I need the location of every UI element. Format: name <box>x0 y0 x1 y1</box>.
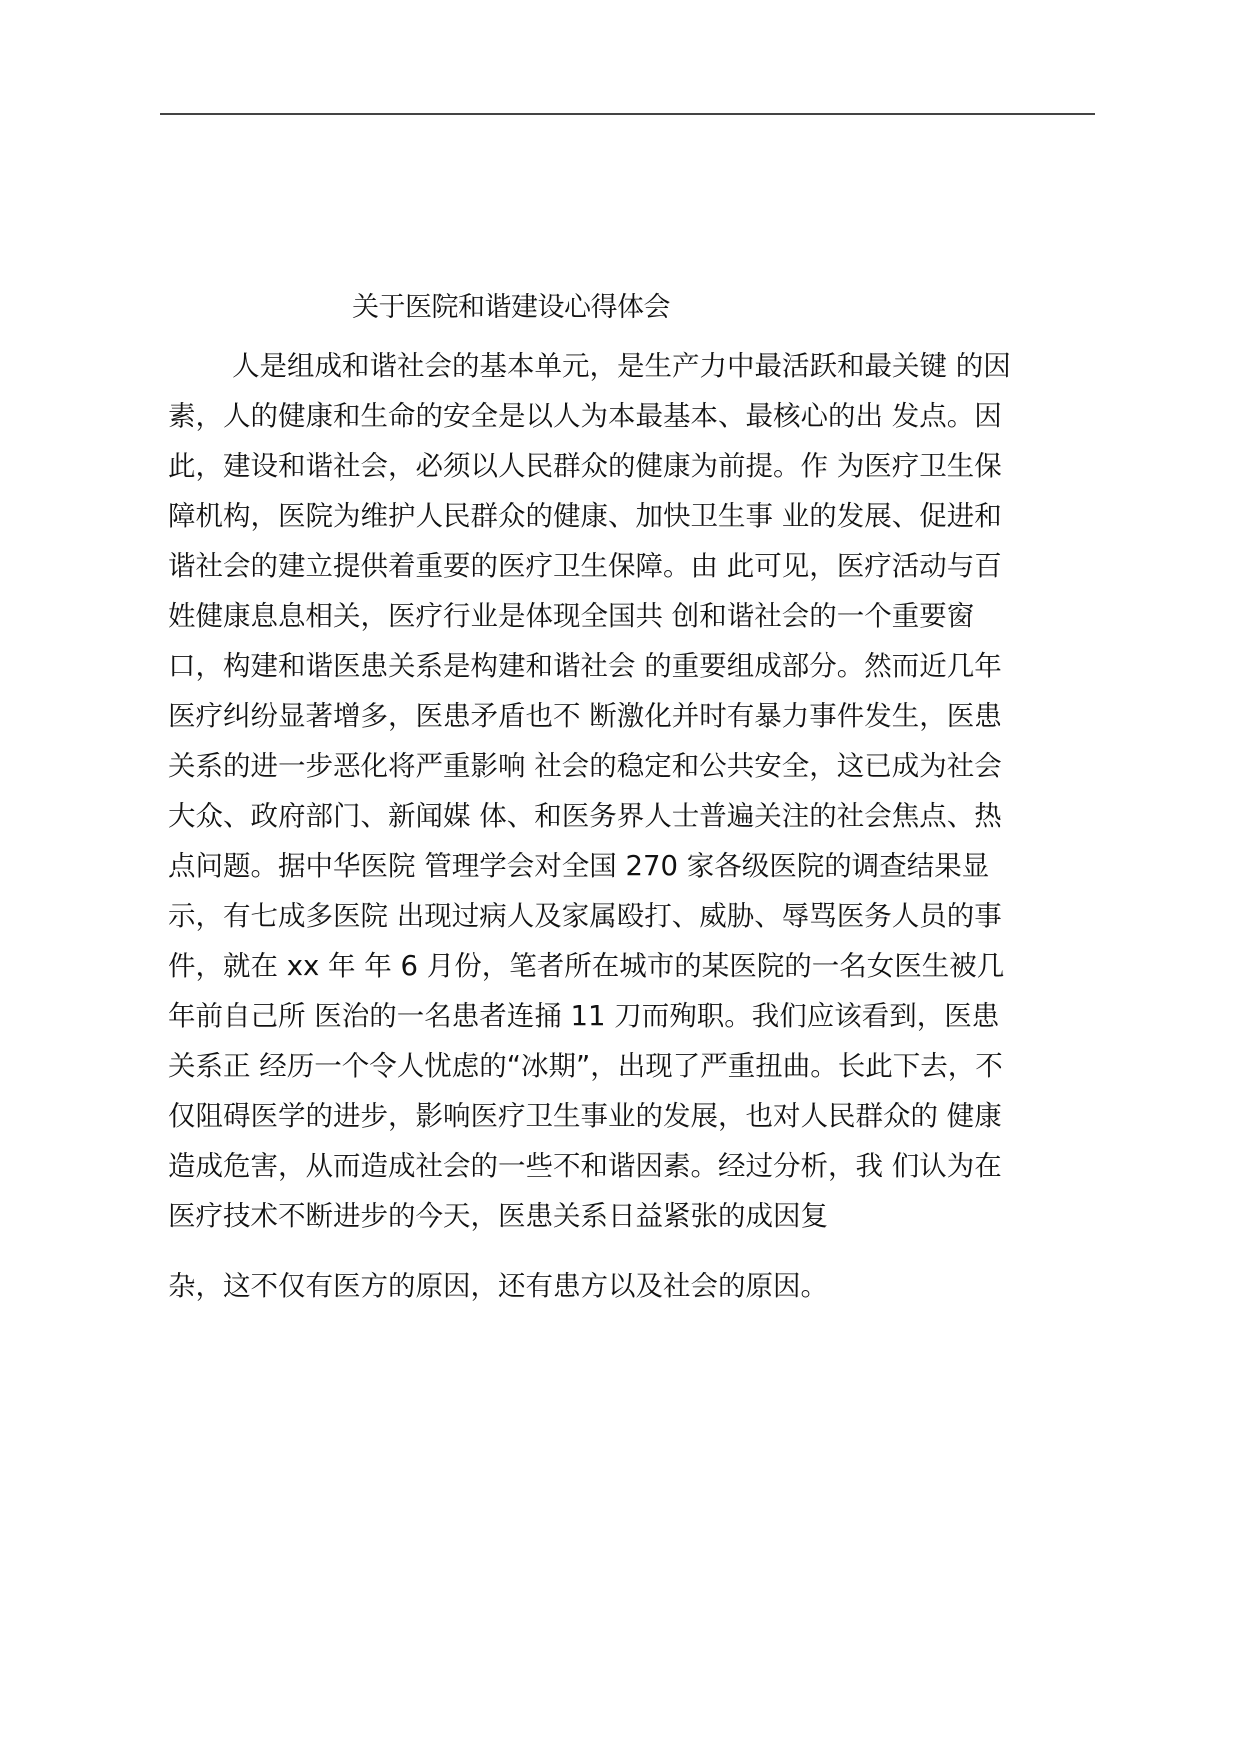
body-line-3: 此，建设和谐社会，必须以人民群众的健康为前提。作 为医疗卫生保 <box>168 450 1002 482</box>
body-line-5: 谐社会的建立提供着重要的医疗卫生保障。由 此可见，医疗活动与百 <box>168 550 1002 582</box>
body-line-16: 仅阻碍医学的进步，影响医疗卫生事业的发展，也对人民群众的 健康 <box>168 1100 1002 1132</box>
body-line-9: 关系的进一步恶化将严重影响 社会的稳定和公共安全，这已成为社会 <box>168 750 1002 782</box>
body-line-7: 口，构建和谐医患关系是构建和谐社会 的重要组成部分。然而近几年 <box>168 650 1002 682</box>
body-line-11: 点问题。据中华医院 管理学会对全国 270 家各级医院的调查结果显 <box>168 850 990 882</box>
body-line-1: 人是组成和谐社会的基本单元，是生产力中最活跃和最关键 的因 <box>232 350 1011 382</box>
body-line-10: 大众、政府部门、新闻媒 体、和医务界人士普遍关注的社会焦点、热 <box>168 800 1002 832</box>
body-line-18: 医疗技术不断进步的今天，医患关系日益紧张的成因复 <box>168 1200 828 1232</box>
body-line-19: 杂，这不仅有医方的原因，还有患方以及社会的原因。 <box>168 1270 828 1302</box>
body-line-2: 素，人的健康和生命的安全是以人为本最基本、最核心的出 发点。因 <box>168 400 1002 432</box>
body-line-15: 关系正 经历一个令人忧虑的“冰期”，出现了严重扭曲。长此下去，不 <box>168 1050 1003 1082</box>
body-line-13: 件，就在 xx 年 年 6 月份，笔者所在城市的某医院的一名女医生被几 <box>168 950 1005 982</box>
body-line-14: 年前自己所 医治的一名患者连捅 11 刀而殉职。我们应该看到，医患 <box>168 1000 1000 1032</box>
body-line-6: 姓健康息息相关，医疗行业是体现全国共 创和谐社会的一个重要窗 <box>168 600 975 632</box>
header-rule <box>160 113 1095 115</box>
body-line-12: 示，有七成多医院 出现过病人及家属殴打、威胁、辱骂医务人员的事 <box>168 900 1002 932</box>
body-line-17: 造成危害，从而造成社会的一些不和谐因素。经过分析，我 们认为在 <box>168 1150 1002 1182</box>
body-line-8: 医疗纠纷显著增多，医患矛盾也不 断激化并时有暴力事件发生，医患 <box>168 700 1002 732</box>
body-line-4: 障机构，医院为维护人民群众的健康、加快卫生事 业的发展、促进和 <box>168 500 1002 532</box>
document-title: 关于医院和谐建设心得体会 <box>352 292 670 323</box>
